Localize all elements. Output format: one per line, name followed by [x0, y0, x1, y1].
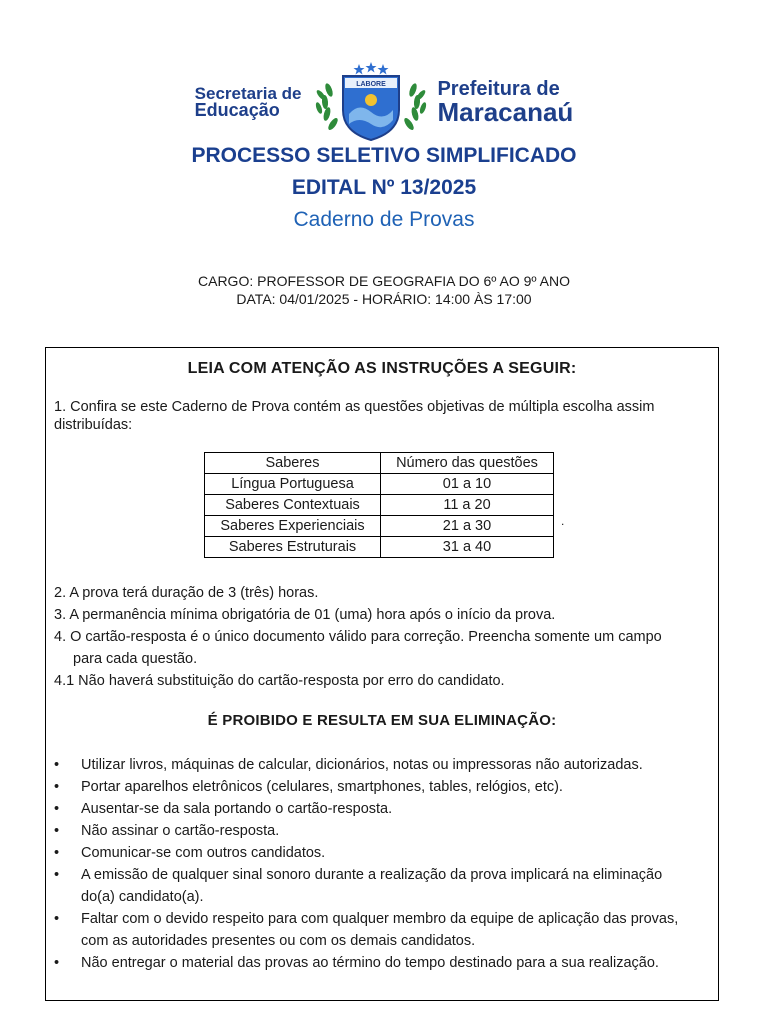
secretaria-line2: Educação — [194, 100, 280, 120]
bullet-icon: • — [54, 823, 60, 839]
instructions-box — [45, 347, 719, 1001]
table-cell: 31 a 40 — [381, 537, 554, 558]
instructions-intro: 1. Confira se este Caderno de Prova contém as questões objetivas de múltipla escolha assim distribuídas: — [54, 399, 655, 433]
prefeitura-line1: Prefeitura de — [437, 78, 560, 100]
cargo-line: CARGO: PROFESSOR DE GEOGRAFIA DO 6º AO 9º ANO — [198, 273, 570, 289]
table-cell: Saberes Estruturais — [205, 537, 381, 558]
bullet-icon: • — [54, 801, 60, 817]
date-line: DATA: 04/01/2025 - HORÁRIO: 14:00 ÀS 17:00 — [236, 291, 532, 307]
list-item — [54, 864, 714, 908]
list-item — [54, 776, 714, 798]
table-row — [205, 474, 554, 495]
table-row — [205, 537, 554, 558]
list-item-line: Faltar com o devido respeito para com qualquer membro da equipe de aplicação das provas, — [81, 911, 679, 927]
table-cell: Saberes Experienciais — [205, 516, 381, 537]
list-item-line: A emissão de qualquer sinal sonoro durante a realização da prova implicará na eliminação — [81, 867, 663, 883]
instructions-list — [54, 582, 714, 692]
secretaria-logo-text — [195, 85, 302, 119]
list-item — [54, 952, 714, 974]
list-item-text: Não entregar o material das provas ao término do tempo destinado para a sua realização. — [81, 955, 659, 971]
prefeitura-line2: Maracanaú — [437, 97, 574, 127]
table-row — [205, 516, 554, 537]
table-header: Saberes — [205, 453, 381, 474]
trailing-mark: . — [561, 514, 565, 528]
instructions-heading: LEIA COM ATENÇÃO AS INSTRUÇÕES A SEGUIR: — [187, 360, 577, 377]
prefeitura-logo-text — [437, 79, 573, 125]
stars-icon — [354, 62, 389, 75]
list-item-text — [81, 864, 714, 908]
list-item-continuation: para cada questão. — [73, 651, 198, 667]
list-item — [54, 820, 714, 842]
list-item: 4. O cartão-resposta é o único documento válido para correção. Preencha somente um campo — [54, 629, 662, 645]
prohibited-list — [54, 754, 714, 974]
edital-number: EDITAL Nº 13/2025 — [291, 176, 477, 199]
bullet-icon: • — [54, 757, 60, 773]
prohibited-heading: É PROIBIDO E RESULTA EM SUA ELIMINAÇÃO: — [207, 712, 557, 729]
bullet-icon: • — [54, 779, 60, 795]
list-item-text: Comunicar-se com outros candidatos. — [81, 845, 326, 861]
page-title: PROCESSO SELETIVO SIMPLIFICADO — [191, 144, 577, 167]
table-cell: 21 a 30 — [381, 516, 554, 537]
laurel-left-icon — [315, 82, 339, 131]
bullet-icon: • — [54, 845, 60, 861]
list-item: 2. A prova terá duração de 3 (três) horas. — [54, 585, 319, 601]
list-item-line: com as autoridades presentes ou com os demais candidatos. — [81, 933, 476, 949]
list-item-text: Utilizar livros, máquinas de calcular, dicionários, notas ou impressoras não autorizadas. — [81, 757, 643, 773]
table-cell: Saberes Contextuais — [205, 495, 381, 516]
bullet-icon: • — [54, 955, 60, 971]
list-item-text: Portar aparelhos eletrônicos (celulares, smartphones, tables, relógios, etc). — [81, 779, 563, 795]
table-cell: 11 a 20 — [381, 495, 554, 516]
list-item — [54, 908, 714, 952]
list-item: 3. A permanência mínima obrigatória de 01 (uma) hora após o início da prova. — [54, 607, 556, 623]
page-header — [0, 62, 768, 142]
exam-meta — [0, 272, 768, 308]
question-distribution-table — [204, 452, 554, 558]
table-header-row — [205, 453, 554, 474]
table-row — [205, 495, 554, 516]
list-item-text: Ausentar-se da sala portando o cartão-resposta. — [81, 801, 393, 817]
sun-icon — [365, 94, 377, 106]
list-item-text: Não assinar o cartão-resposta. — [81, 823, 280, 839]
list-item — [54, 798, 714, 820]
bullet-icon: • — [54, 867, 60, 883]
table-cell: Língua Portuguesa — [205, 474, 381, 495]
laurel-right-icon — [403, 82, 427, 131]
list-item: 4.1 Não haverá substituição do cartão-resposta por erro do candidato. — [54, 673, 505, 689]
municipal-crest-logo — [315, 62, 427, 142]
list-item-text — [81, 908, 714, 952]
table-cell: 01 a 10 — [381, 474, 554, 495]
secretaria-line1: Secretaria de — [194, 84, 302, 103]
bullet-icon: • — [54, 911, 60, 927]
list-item — [54, 754, 714, 776]
page-subtitle: Caderno de Provas — [293, 208, 475, 231]
table-header: Número das questões — [381, 453, 554, 474]
list-item — [54, 842, 714, 864]
list-item-line: do(a) candidato(a). — [81, 889, 204, 905]
crest-label: LABORE — [356, 81, 387, 88]
